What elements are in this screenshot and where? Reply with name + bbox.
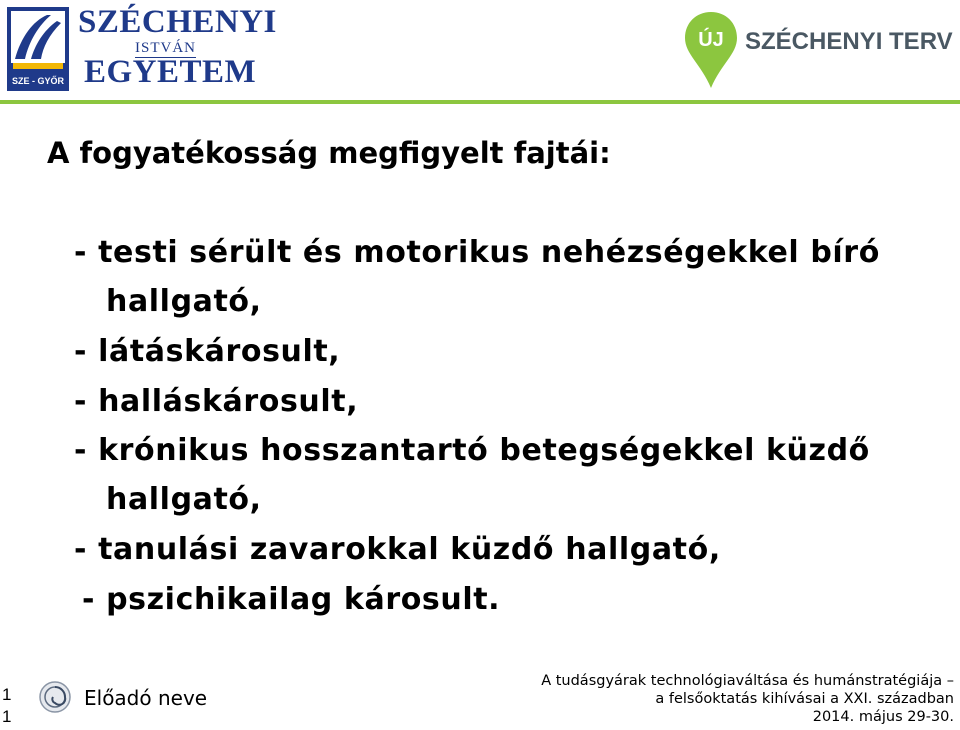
list-item: - látáskárosult, (74, 334, 341, 369)
university-name-line1: SZÉCHENYI (78, 4, 277, 40)
conference-info (541, 672, 954, 726)
university-name-line2: ISTVÁN (135, 40, 196, 56)
conference-logo-icon (38, 680, 72, 714)
uj-szechenyi-terv-logo-icon (683, 10, 739, 92)
slide-heading: A fogyatékosság megfigyelt fajtái: (47, 136, 611, 170)
conference-title-line1: A tudásgyárak technológiaváltása és humánstratégiája – (541, 673, 954, 689)
list-item: - halláskárosult, (74, 384, 359, 419)
presenter-name: Előadó neve (84, 686, 208, 710)
list-item-continuation: hallgató, (106, 482, 262, 517)
plan-badge-text: ÚJ (698, 29, 724, 51)
university-badge-text: SZE - GYŐR (11, 76, 65, 86)
plan-name: SZÉCHENYI TERV (745, 28, 953, 55)
university-logo-icon (7, 7, 69, 91)
list-item: - testi sérült és motorikus nehézségekkel bíró (74, 235, 880, 270)
list-item: - krónikus hosszantartó betegségekkel küzdő (74, 433, 870, 468)
list-item-continuation: hallgató, (106, 284, 262, 319)
header-divider (0, 100, 960, 104)
slide-number-line1: 1 (2, 685, 12, 704)
university-name-line3: EGYETEM (84, 54, 257, 90)
conference-date: 2014. május 29-30. (812, 709, 954, 725)
list-item: - pszichikailag károsult. (82, 582, 501, 617)
list-item: - tanulási zavarokkal küzdő hallgató, (74, 532, 721, 567)
conference-title-line2: a felsőoktatás kihívásai a XXI. században (655, 691, 954, 707)
slide-number-line2: 1 (2, 707, 12, 726)
slide-number (2, 684, 11, 728)
